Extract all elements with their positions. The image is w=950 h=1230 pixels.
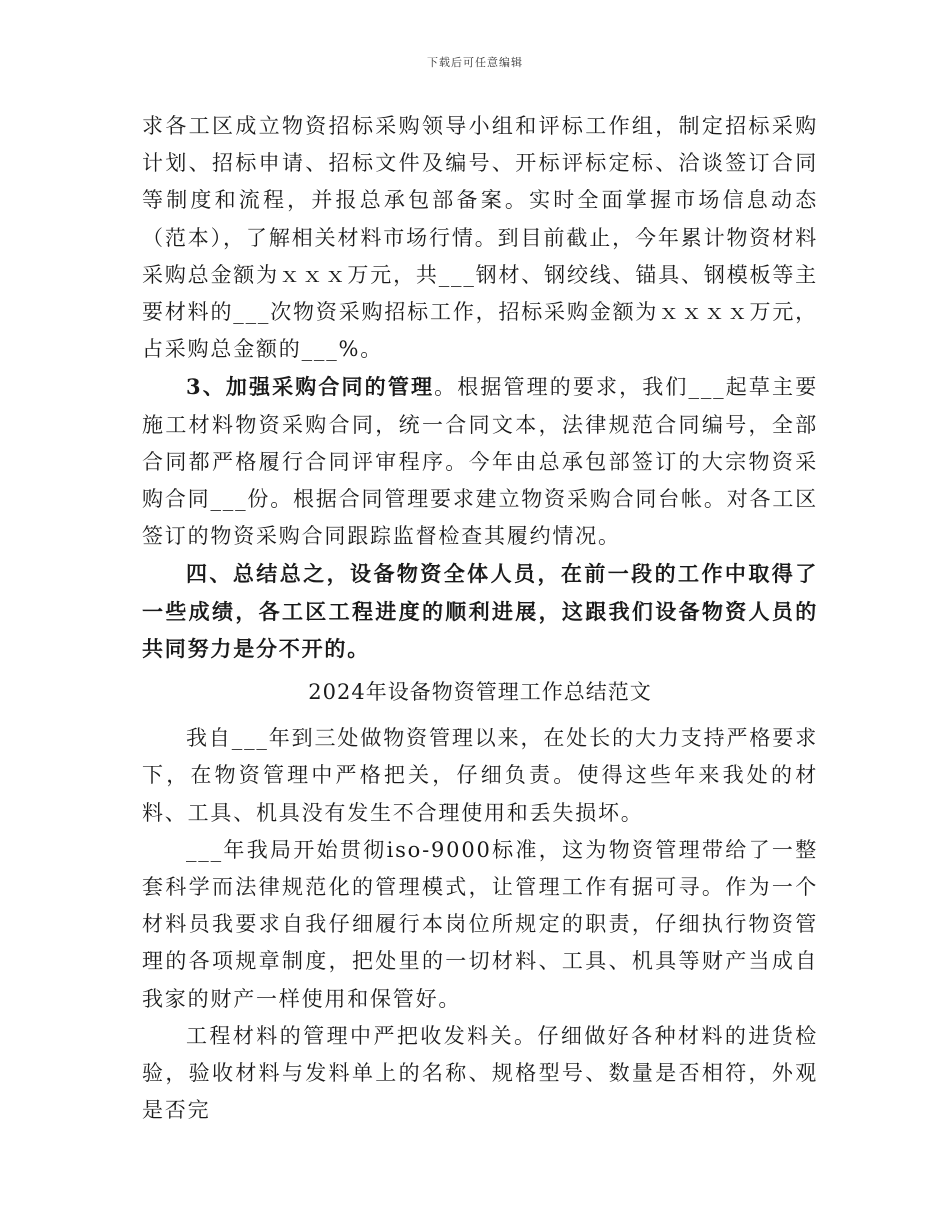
document-title: 2024年设备物资管理工作总结范文 bbox=[308, 680, 652, 705]
paragraph-summary: 四、总结总之，设备物资全体人员，在前一段的工作中取得了一些成绩，各工区工程进度的顺利进展，这跟我们设备物资人员的共同努力是分不开的。 bbox=[142, 561, 818, 661]
paragraph-contract-management bbox=[142, 368, 818, 555]
paragraph-material-control: 工程材料的管理中严把收发料关。仔细做好各种材料的进货检验，验收材料与发料单上的名称、规格型号、数量是否相符，外观是否完 bbox=[142, 1023, 818, 1123]
paragraph-iso-standard: ___年我局开始贯彻iso-9000标准，这为物资管理带给了一整套科学而法律规范化的管理模式，让管理工作有据可寻。作为一个材料员我要求自我仔细履行本岗位所规定的职责，仔细执行物资管理的各项规章制度，把处里的一切材料、工具、机具等财产当成自我家的财产一样使用和保管好。 bbox=[142, 837, 818, 1011]
page-header: 下载后可任意编辑 bbox=[427, 56, 523, 69]
paragraph-personal-intro: 我自___年到三处做物资管理以来，在处长的大力支持严格要求下，在物资管理中严格把关，仔细负责。使得这些年来我处的材料、工具、机具没有发生不合理使用和丢失损坏。 bbox=[142, 726, 818, 825]
paragraph-contract-text: 。根据管理的要求，我们___起草主要施工材料物资采购合同，统一合同文本，法律规范合同编号，全部合同都严格履行合同评审程序。今年由总承包部签订的大宗物资采购合同___份。根据合同管理要求建立物资采购合同台帐。对各工区签订的物资采购合同跟踪监督检查其履约情况。 bbox=[142, 375, 818, 549]
document-body bbox=[142, 108, 818, 1129]
section-heading-contract: 3、加强采购合同的管理 bbox=[186, 374, 435, 400]
paragraph-procurement-bidding: 求各工区成立物资招标采购领导小组和评标工作组，制定招标采购计划、招标申请、招标文件及编号、开标评标定标、洽谈签订合同等制度和流程，并报总承包部备案。实时全面掌握市场信息动态（范本），了解相关材料市场行情。到目前截止，今年累计物资材料采购总金额为ｘｘｘ万元，共___钢材、钢绞线、锚具、钢模板等主要材料的___次物资采购招标工作，招标采购金额为ｘｘｘｘ万元，占采购总金额的___%。 bbox=[142, 114, 818, 362]
